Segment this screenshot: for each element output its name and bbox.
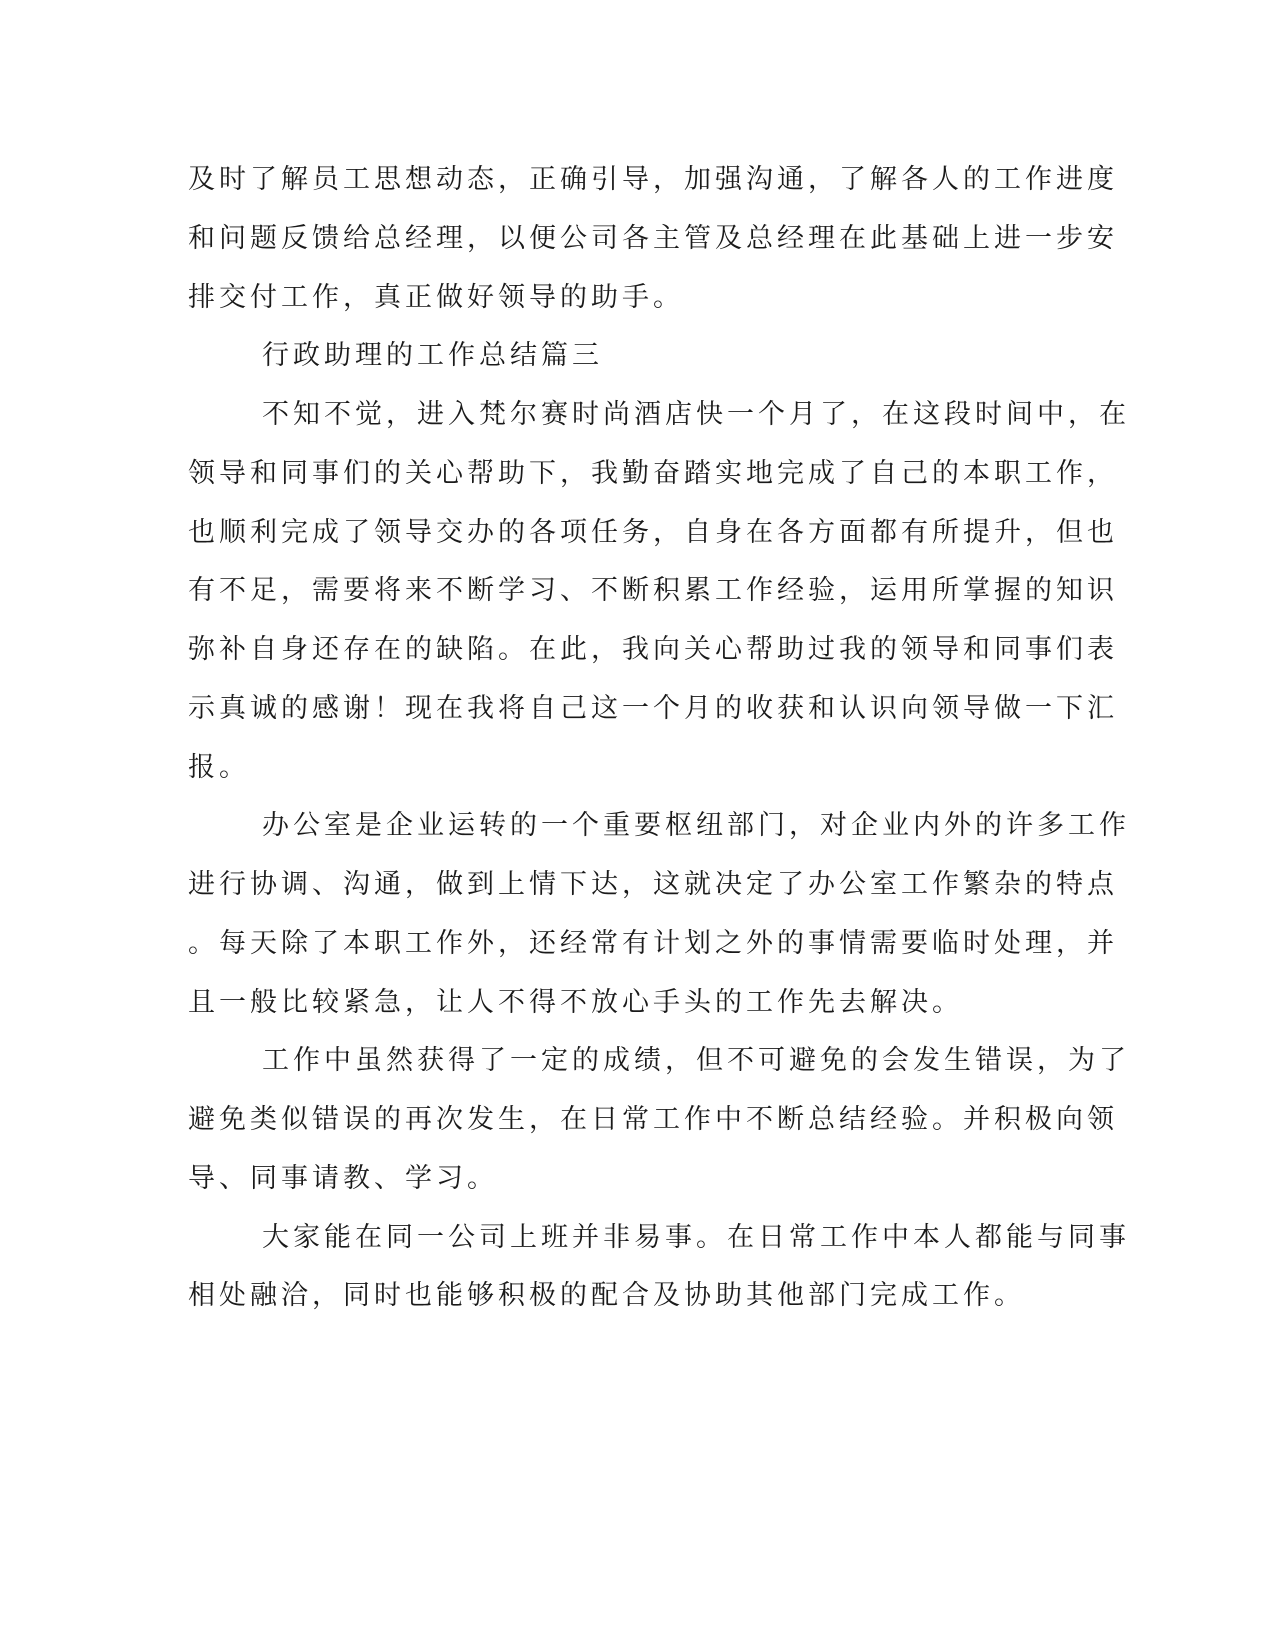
- text-line: 排交付工作，真正做好领导的助手。: [188, 282, 684, 313]
- text-line: 不知不觉，进入梵尔赛时尚酒店快一个月了，在这段时间中，在: [262, 399, 1130, 430]
- text-line: 报。: [188, 752, 250, 783]
- text-line: 进行协调、沟通，做到上情下达，这就决定了办公室工作繁杂的特点: [188, 869, 1118, 900]
- text-line: 有不足，需要将来不断学习、不断积累工作经验，运用所掌握的知识: [188, 575, 1118, 606]
- text-line: 相处融洽，同时也能够积极的配合及协助其他部门完成工作。: [188, 1280, 1025, 1311]
- text-line: 也顺利完成了领导交办的各项任务，自身在各方面都有所提升，但也: [188, 517, 1118, 548]
- text-line: 和问题反馈给总经理，以便公司各主管及总经理在此基础上进一步安: [188, 223, 1118, 254]
- text-line: 且一般比较紧急，让人不得不放心手头的工作先去解决。: [188, 987, 963, 1018]
- text-line: 办公室是企业运转的一个重要枢纽部门，对企业内外的许多工作: [262, 810, 1130, 841]
- text-line: 。每天除了本职工作外，还经常有计划之外的事情需要临时处理，并: [188, 928, 1118, 959]
- text-line: 导、同事请教、学习。: [188, 1163, 498, 1194]
- text-line: 大家能在同一公司上班并非易事。在日常工作中本人都能与同事: [262, 1222, 1130, 1253]
- text-line: 避免类似错误的再次发生，在日常工作中不断总结经验。并积极向领: [188, 1104, 1118, 1135]
- text-line: 示真诚的感谢！现在我将自己这一个月的收获和认识向领导做一下汇: [188, 693, 1118, 724]
- text-line: 领导和同事们的关心帮助下，我勤奋踏实地完成了自己的本职工作，: [188, 458, 1118, 489]
- text-line: 弥补自身还存在的缺陷。在此，我向关心帮助过我的领导和同事们表: [188, 634, 1118, 665]
- text-line: 及时了解员工思想动态，正确引导，加强沟通，了解各人的工作进度: [188, 164, 1118, 195]
- section-heading: 行政助理的工作总结篇三: [262, 340, 603, 371]
- text-line: 工作中虽然获得了一定的成绩，但不可避免的会发生错误，为了: [262, 1045, 1130, 1076]
